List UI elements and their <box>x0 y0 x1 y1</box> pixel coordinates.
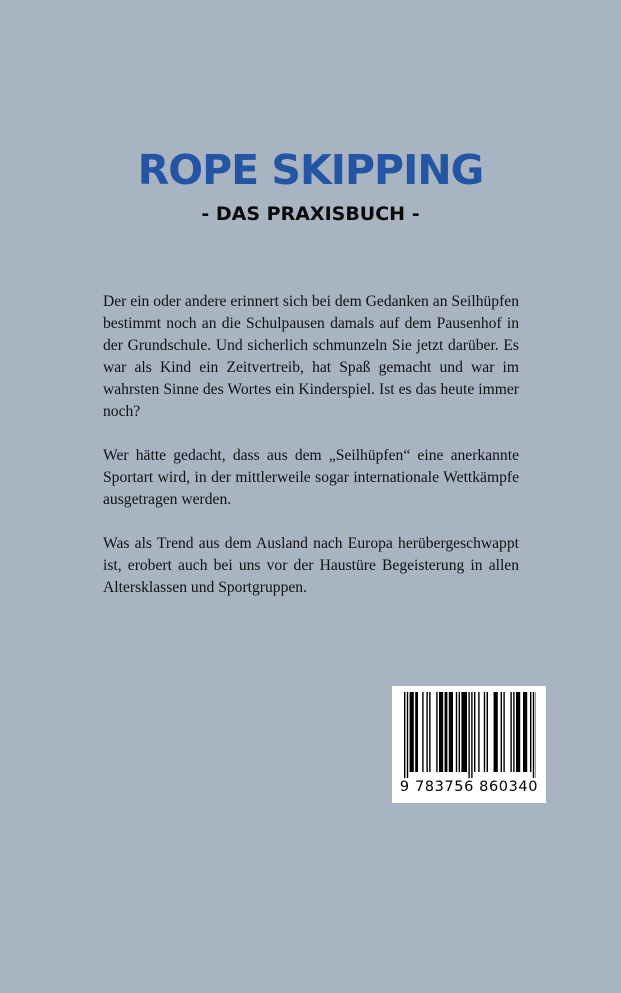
barcode-bar <box>478 692 479 772</box>
barcode-bar <box>449 692 453 772</box>
barcode-bar <box>503 692 504 772</box>
barcode-bar <box>516 692 520 772</box>
barcode-bar <box>404 692 405 778</box>
barcode-bar <box>533 692 534 778</box>
book-subtitle: - DAS PRAXISBUCH - <box>201 203 420 225</box>
barcode-bar <box>436 692 437 772</box>
barcode-bar <box>468 692 469 778</box>
barcode-bar <box>422 692 423 772</box>
barcode-bar <box>415 692 418 772</box>
blurb-paragraph-2: Wer hätte gedacht, dass aus dem „Seilhüpfen“ eine anerkannte Sportart wird, in der mittlerweile sogar internationale Wettkämpfe ausgetragen werden. <box>103 447 519 508</box>
blurb-paragraph-1: Der ein oder andere erinnert sich bei dem Gedanken an Seilhüpfen bestimmt noch an die Schulpausen damals auf dem Pausenhof in der Grundschule. Und sicherlich schmunzeln Sie jetzt darüber. Es war als Kind ein Zeitvertreib, hat Spaß gemacht und war im wahrsten Sinne des Wortes ein Kinderspiel. Ist es das heute immer noch? <box>103 293 519 420</box>
barcode-bar <box>461 692 467 772</box>
barcode-bar <box>487 692 488 772</box>
barcode-bar <box>426 692 427 772</box>
barcode-bar <box>459 692 460 772</box>
barcode-bar <box>407 692 408 778</box>
barcode-bar <box>456 692 457 772</box>
barcode-bar <box>439 692 443 772</box>
barcode-bar <box>474 692 475 772</box>
barcode-bar <box>445 692 448 772</box>
barcode-bar <box>410 692 414 772</box>
book-title: ROPE SKIPPING <box>137 146 484 194</box>
back-cover-blurb <box>103 291 519 621</box>
blurb-paragraph-3: Was als Trend aus dem Ausland nach Europa herübergeschwappt ist, erobert auch bei uns vor der Haustüre Begeisterung in allen Altersklassen und Sportgruppen. <box>103 535 519 596</box>
barcode-bars <box>402 692 536 778</box>
barcode-bar <box>471 692 472 778</box>
barcode-bar <box>494 692 498 772</box>
barcode-bar <box>510 692 511 772</box>
barcode-bar <box>429 692 430 772</box>
isbn-number: 9 783756 860340 <box>399 779 539 795</box>
isbn-barcode <box>392 686 546 803</box>
barcode-bar <box>484 692 485 772</box>
barcode-bar <box>501 692 502 772</box>
barcode-bar <box>513 692 514 772</box>
barcode-bar <box>523 692 527 772</box>
barcode-bar <box>530 692 531 772</box>
